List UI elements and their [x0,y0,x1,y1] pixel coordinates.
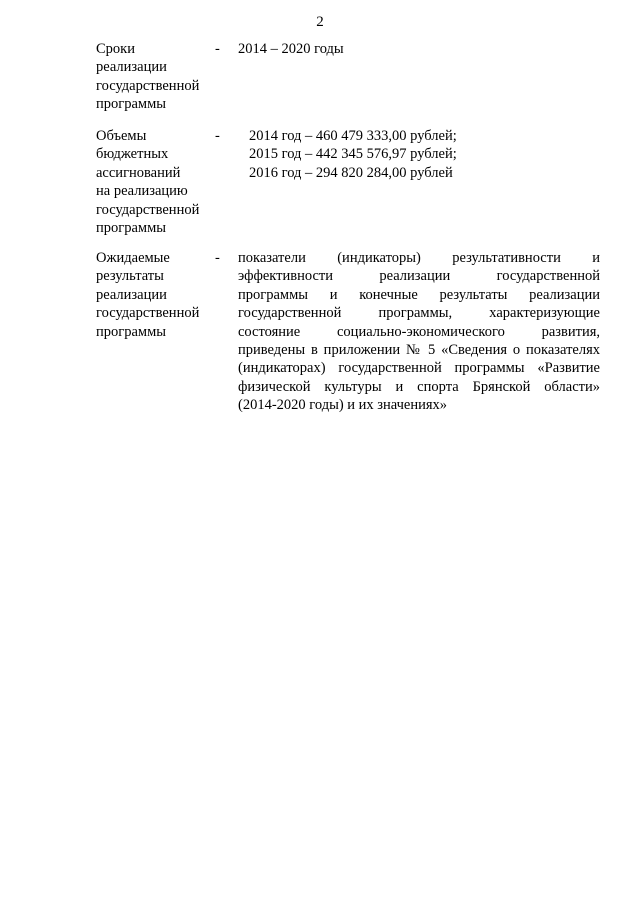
value-line: 2015 год – 442 345 576,97 рублей; [249,146,457,163]
label-line: государственной [96,201,200,218]
program-term-label [96,40,211,114]
budget-value [249,127,600,182]
label-line: ассигнований [96,164,181,181]
value-line: (индикаторах) государственной программы «Развитие [238,360,600,377]
label-line: результаты [96,268,164,285]
label-line: на реализацию [96,183,188,200]
label-line: программы [96,323,166,340]
value-line: 2014 – 2020 годы [238,41,344,57]
label-line: реализации [96,59,167,76]
label-line: Ожидаемые [96,250,170,266]
value-line: эффективности реализации государственной [238,268,600,285]
page-number: 2 [316,14,324,30]
value-line: физической культуры и спорта Брянской области» [238,378,600,395]
label-line: реализации [96,286,167,303]
label-line: бюджетных [96,146,169,163]
expected-results-label [96,249,211,341]
value-line: показатели (индикаторы) результативности и [238,250,600,266]
value-line: (2014-2020 годы) и их значениях» [238,397,448,414]
label-line: программы [96,96,166,113]
label-line: программы [96,220,166,237]
separator-dash: - [215,128,220,144]
expected-results-value [238,249,600,415]
budget-label [96,127,211,237]
label-line: государственной [96,77,200,94]
value-line: приведены в приложении № 5 «Сведения о показателях [238,342,600,359]
separator-dash: - [215,250,220,266]
value-line: программы и конечные результаты реализации [238,286,600,303]
label-line: Объемы [96,128,147,144]
value-line: 2016 год – 294 820 284,00 рублей [249,164,453,181]
program-term-value [238,40,600,58]
value-line: государственной программы, характеризующие [238,305,600,322]
label-line: Сроки [96,41,135,57]
separator-dash: - [215,41,220,57]
value-line: состояние социально-экономического развития, [238,323,600,340]
value-line: 2014 год – 460 479 333,00 рублей; [249,128,457,144]
label-line: государственной [96,305,200,322]
